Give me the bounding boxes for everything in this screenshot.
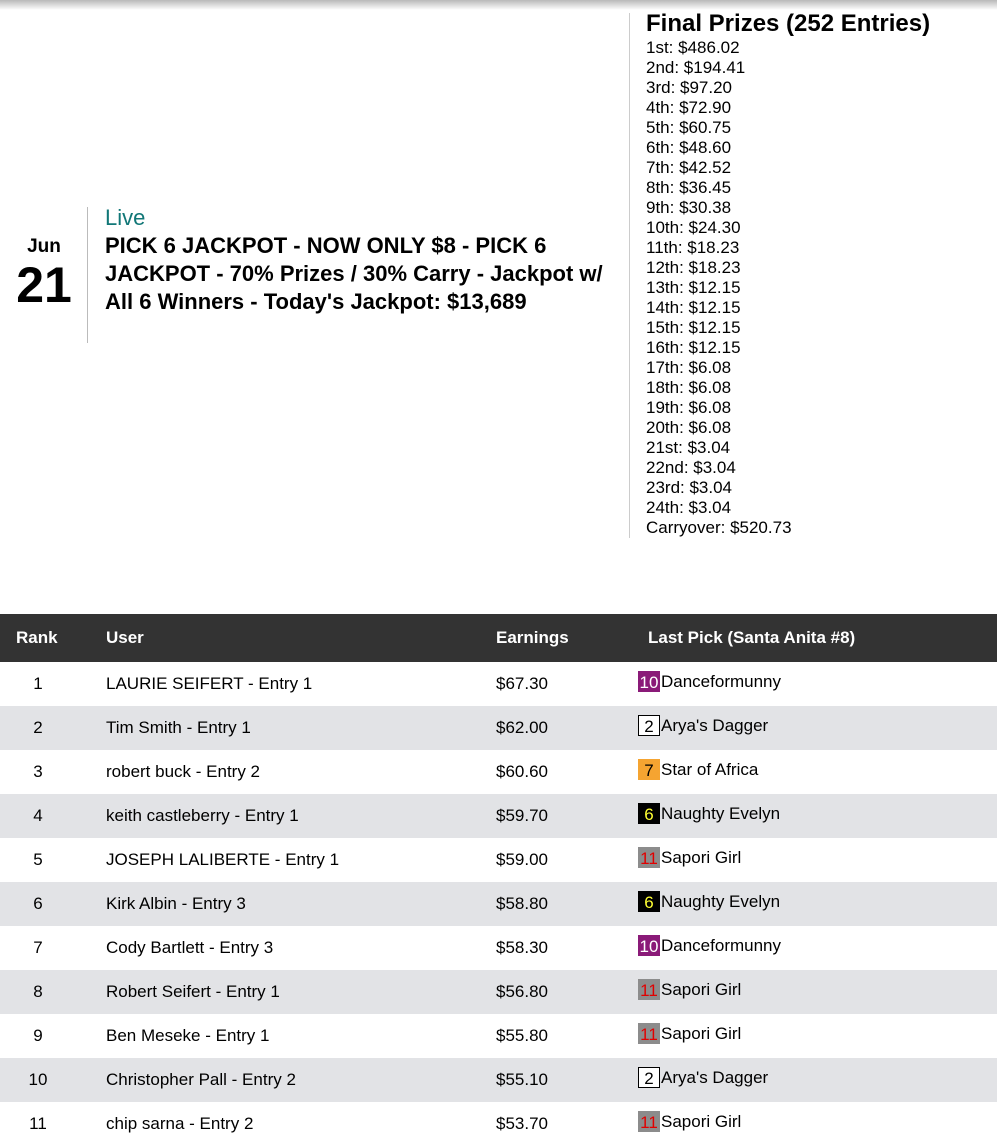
- prize-item: 20th: $6.08: [646, 418, 732, 437]
- saddle-cloth-number: 11: [638, 1111, 660, 1132]
- last-pick-cell: [630, 1014, 997, 1058]
- user-cell[interactable]: Tim Smith - Entry 1: [106, 718, 251, 737]
- prize-item: 17th: $6.08: [646, 358, 732, 377]
- prizes-divider: [629, 13, 630, 538]
- horse-name: Sapori Girl: [661, 1023, 742, 1043]
- prize-item: 4th: $72.90: [646, 98, 732, 117]
- last-pick: [638, 847, 741, 868]
- last-pick-cell: [630, 750, 997, 794]
- table-row[interactable]: [0, 970, 997, 1014]
- event-date: [0, 236, 88, 313]
- prize-item: 7th: $42.52: [646, 158, 732, 177]
- last-pick: [638, 979, 741, 1000]
- final-prizes: [646, 10, 991, 538]
- prize-item: 15th: $12.15: [646, 318, 741, 337]
- horse-name: Sapori Girl: [661, 1111, 742, 1131]
- last-pick-cell: [630, 794, 997, 838]
- leaderboard-body: [0, 662, 997, 1146]
- event-status: Live: [105, 205, 146, 230]
- last-pick: [638, 803, 780, 824]
- rank-cell: 5: [33, 850, 43, 869]
- saddle-cloth-number: 10: [639, 673, 659, 692]
- prize-item: 1st: $486.02: [646, 38, 740, 57]
- prize-item: 21st: $3.04: [646, 438, 731, 457]
- user-cell[interactable]: Robert Seifert - Entry 1: [106, 982, 280, 1001]
- last-pick-cell: [630, 970, 997, 1014]
- prize-item: 10th: $24.30: [646, 218, 741, 237]
- rank-cell: 9: [33, 1026, 43, 1045]
- prize-item: Carryover: $520.73: [646, 518, 792, 537]
- leaderboard-table: [0, 614, 997, 1146]
- user-cell[interactable]: robert buck - Entry 2: [106, 762, 261, 781]
- saddle-cloth-number: 2: [638, 1067, 660, 1088]
- last-pick: [638, 935, 781, 956]
- table-row[interactable]: [0, 926, 997, 970]
- table-row[interactable]: [0, 882, 997, 926]
- prize-list: [646, 38, 991, 538]
- earnings-cell: $58.80: [496, 894, 548, 913]
- earnings-cell: $67.30: [496, 674, 548, 693]
- saddle-cloth-number: 11: [638, 979, 660, 1000]
- user-cell[interactable]: chip sarna - Entry 2: [106, 1114, 254, 1133]
- saddle-cloth-number: 11: [638, 847, 660, 868]
- horse-name: Danceformunny: [661, 935, 782, 955]
- table-row[interactable]: [0, 1014, 997, 1058]
- earnings-cell: $62.00: [496, 718, 548, 737]
- saddle-cloth-number: 7: [638, 759, 660, 780]
- last-pick-cell: [630, 706, 997, 750]
- last-pick: [638, 1111, 741, 1132]
- horse-name: Danceformunny: [661, 671, 782, 691]
- user-cell[interactable]: Kirk Albin - Entry 3: [106, 894, 246, 913]
- rank-cell: 8: [33, 982, 43, 1001]
- column-header-rank[interactable]: Rank: [16, 628, 58, 647]
- earnings-cell: $56.80: [496, 982, 548, 1001]
- prize-item: 9th: $30.38: [646, 198, 732, 217]
- rank-cell: 7: [33, 938, 43, 957]
- last-pick: [638, 715, 768, 736]
- prizes-title: Final Prizes (252 Entries): [646, 10, 931, 37]
- column-header-user[interactable]: User: [106, 628, 144, 647]
- rank-cell: 4: [33, 806, 43, 825]
- user-cell[interactable]: Christopher Pall - Entry 2: [106, 1070, 296, 1089]
- prize-item: 2nd: $194.41: [646, 58, 746, 77]
- rank-cell: 6: [33, 894, 43, 913]
- prize-item: 14th: $12.15: [646, 298, 741, 317]
- event-info: [105, 205, 610, 316]
- prize-item: 22nd: $3.04: [646, 458, 736, 477]
- horse-name: Naughty Evelyn: [661, 891, 781, 911]
- prize-item: 23rd: $3.04: [646, 478, 733, 497]
- event-title[interactable]: PICK 6 JACKPOT - NOW ONLY $8 - PICK 6 JACKPOT - 70% Prizes / 30% Carry - Jackpot w/ All 6 Winners - Today's Jackpot: $13,689: [105, 233, 603, 314]
- prize-item: 11th: $18.23: [646, 238, 740, 257]
- saddle-cloth-number: 10: [639, 937, 659, 956]
- last-pick: [638, 891, 780, 912]
- prize-item: 5th: $60.75: [646, 118, 732, 137]
- prize-item: 6th: $48.60: [646, 138, 732, 157]
- table-row[interactable]: [0, 750, 997, 794]
- last-pick: [638, 671, 781, 692]
- last-pick-cell: [630, 838, 997, 882]
- event-month: Jun: [27, 236, 61, 257]
- last-pick: [638, 1067, 768, 1088]
- rank-cell: 2: [33, 718, 43, 737]
- saddle-cloth-number: 11: [638, 1023, 660, 1044]
- leaderboard-header-row: [0, 614, 997, 662]
- prize-item: 18th: $6.08: [646, 378, 732, 397]
- user-cell[interactable]: Cody Bartlett - Entry 3: [106, 938, 274, 957]
- horse-name: Arya's Dagger: [661, 715, 769, 735]
- event-day: 21: [16, 257, 72, 313]
- horse-name: Sapori Girl: [661, 847, 742, 867]
- table-row[interactable]: [0, 662, 997, 706]
- saddle-cloth-number: 6: [638, 803, 660, 824]
- horse-name: Naughty Evelyn: [661, 803, 781, 823]
- table-row[interactable]: [0, 1102, 997, 1146]
- earnings-cell: $59.70: [496, 806, 548, 825]
- user-cell[interactable]: LAURIE SEIFERT - Entry 1: [106, 674, 313, 693]
- table-row[interactable]: [0, 1058, 997, 1102]
- prize-item: 8th: $36.45: [646, 178, 732, 197]
- last-pick: [638, 1023, 741, 1044]
- event-divider: [87, 207, 88, 343]
- horse-name: Sapori Girl: [661, 979, 742, 999]
- horse-name: Star of Africa: [661, 759, 759, 779]
- last-pick-cell: [630, 926, 997, 970]
- event-header: [0, 0, 620, 560]
- earnings-cell: $60.60: [496, 762, 548, 781]
- prize-item: 19th: $6.08: [646, 398, 732, 417]
- rank-cell: 10: [28, 1070, 48, 1089]
- horse-name: Arya's Dagger: [661, 1067, 769, 1087]
- last-pick-cell: [630, 1102, 997, 1146]
- prize-item: 12th: $18.23: [646, 258, 741, 277]
- rank-cell: 3: [33, 762, 43, 781]
- last-pick-cell: [630, 882, 997, 926]
- saddle-cloth-number: 2: [638, 715, 660, 736]
- saddle-cloth-number: 6: [638, 891, 660, 912]
- prize-item: 3rd: $97.20: [646, 78, 733, 97]
- earnings-cell: $53.70: [496, 1114, 548, 1133]
- prize-item: 24th: $3.04: [646, 498, 732, 517]
- table-row[interactable]: [0, 794, 997, 838]
- prize-item: 13th: $12.15: [646, 278, 741, 297]
- prize-item: 16th: $12.15: [646, 338, 741, 357]
- column-header-earnings[interactable]: Earnings: [496, 628, 569, 647]
- earnings-cell: $58.30: [496, 938, 548, 957]
- column-header-last-pick: Last Pick (Santa Anita #8): [648, 628, 856, 647]
- user-cell[interactable]: keith castleberry - Entry 1: [106, 806, 299, 825]
- user-cell[interactable]: JOSEPH LALIBERTE - Entry 1: [106, 850, 340, 869]
- last-pick-cell: [630, 1058, 997, 1102]
- table-row[interactable]: [0, 838, 997, 882]
- rank-cell: 11: [29, 1114, 47, 1133]
- last-pick: [638, 759, 758, 780]
- rank-cell: 1: [33, 674, 43, 693]
- earnings-cell: $55.10: [496, 1070, 548, 1089]
- last-pick-cell: [630, 662, 997, 706]
- user-cell[interactable]: Ben Meseke - Entry 1: [106, 1026, 270, 1045]
- earnings-cell: $59.00: [496, 850, 548, 869]
- earnings-cell: $55.80: [496, 1026, 548, 1045]
- table-row[interactable]: [0, 706, 997, 750]
